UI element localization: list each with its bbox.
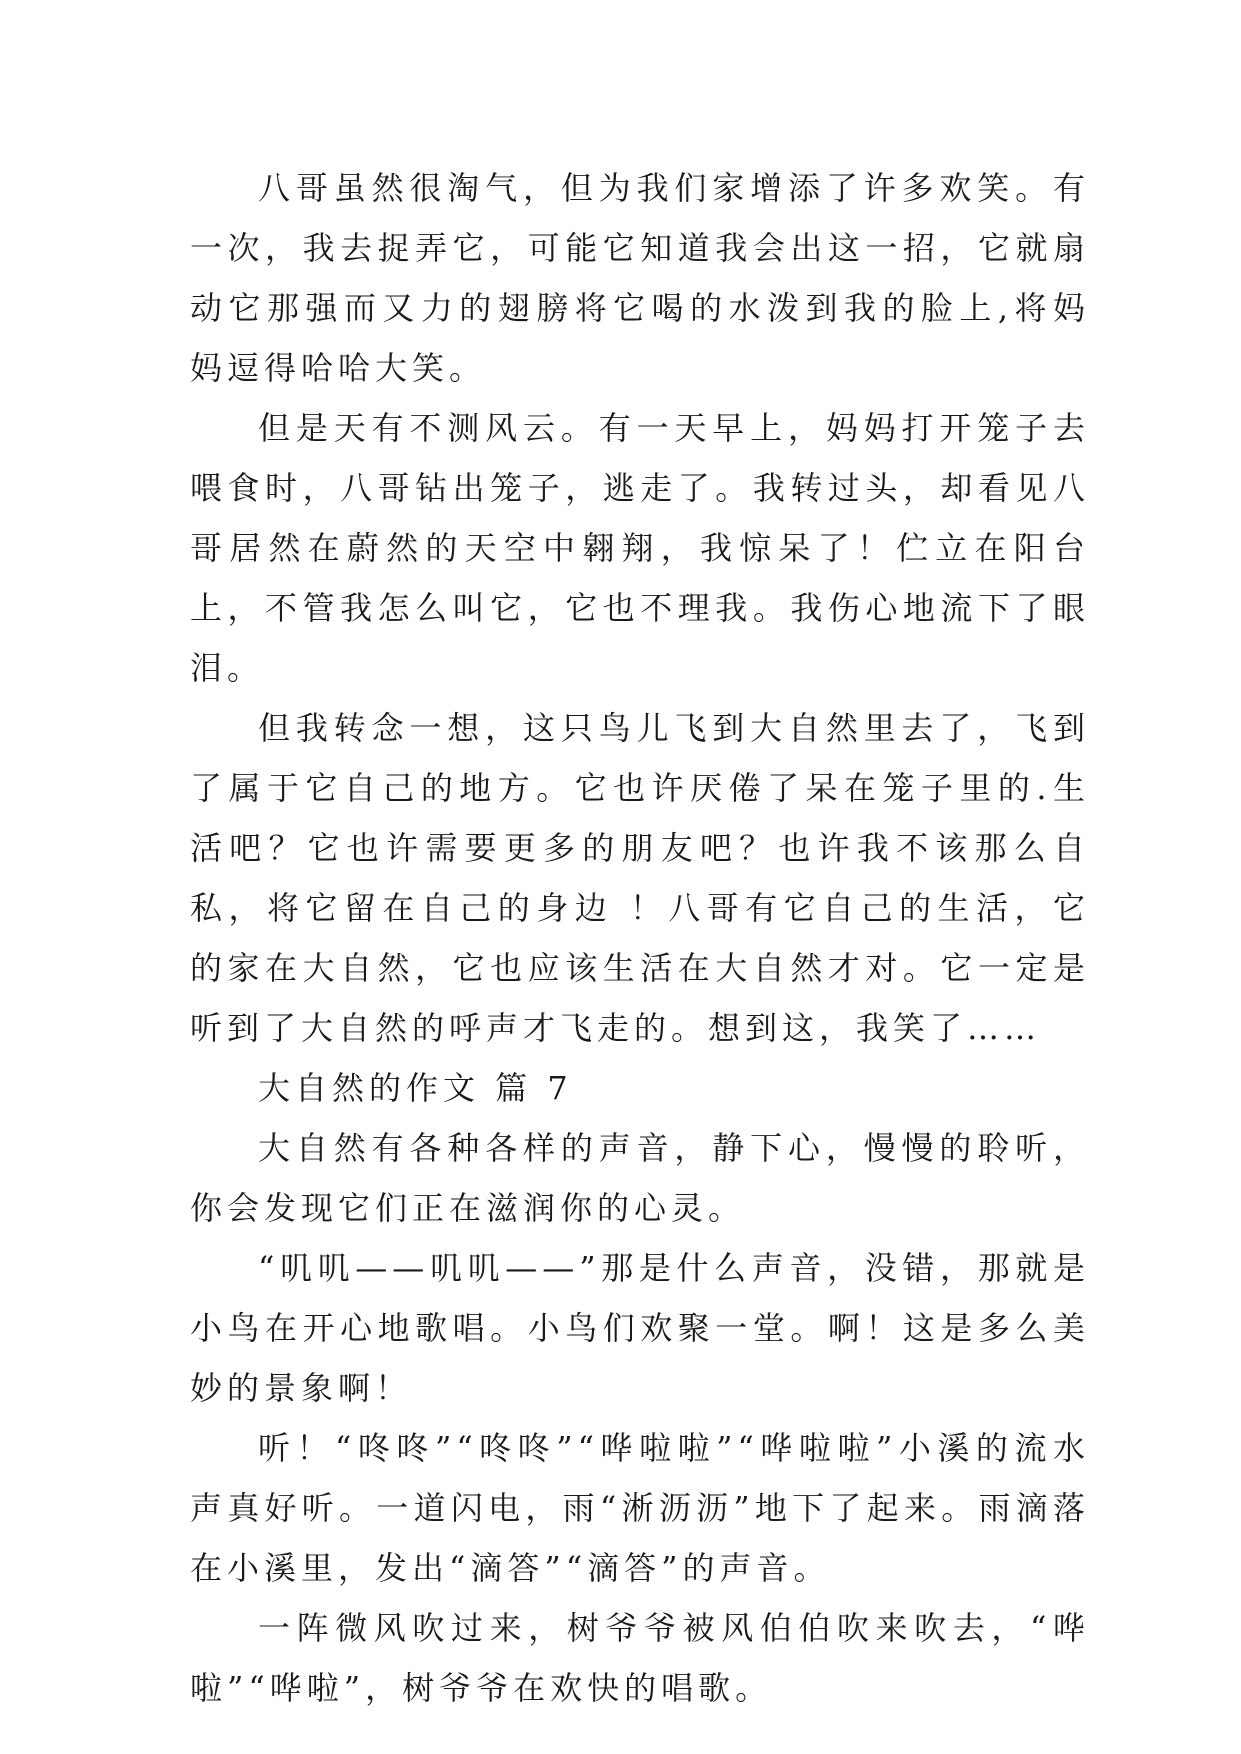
section-heading: 大自然的作文 篇 7 bbox=[258, 1069, 573, 1107]
paragraph-stream-rain: 听！“咚咚”“咚咚”“哗啦啦”“哗啦啦”小溪的流水声真好听。一道闪电，雨“淅沥沥”地下了起来。雨滴落在小溪里，发出“滴答”“滴答”的声音。 bbox=[190, 1429, 1090, 1587]
paragraph-mynah-laughter: 八哥虽然很淘气，但为我们家增添了许多欢笑。有一次，我去捉弄它，可能它知道我会出这一招，它就扇动它那强而又力的翅膀将它喝的水泼到我的脸上,将妈妈逗得哈哈大笑。 bbox=[190, 169, 1090, 387]
paragraph-birds: “叽叽——叽叽——”那是什么声音，没错，那就是小鸟在开心地歌唱。小鸟们欢聚一堂。啊！这是多么美妙的景象啊！ bbox=[190, 1249, 1090, 1407]
paragraph-mynah-escape: 但是天有不测风云。有一天早上，妈妈打开笼子去喂食时，八哥钻出笼子，逃走了。我转过头，却看见八哥居然在蔚然的天空中翱翔，我惊呆了！伫立在阳台上，不管我怎么叫它，它也不理我。我伤心地流下了眼泪。 bbox=[190, 409, 1090, 687]
paragraph-nature-sounds: 大自然有各种各样的声音，静下心，慢慢的聆听，你会发现它们正在滋润你的心灵。 bbox=[190, 1129, 1090, 1227]
document-body bbox=[190, 158, 1090, 1718]
paragraph-mynah-reflection: 但我转念一想，这只鸟儿飞到大自然里去了，飞到了属于它自己的地方。它也许厌倦了呆在笼子里的.生活吧？它也许需要更多的朋友吧？也许我不该那么自私，将它留在自己的身边 ！八哥有它自己的生活，它的家在大自然，它也应该生活在大自然才对。它一定是听到了大自然的呼声才飞走的。想到这，我笑了…… bbox=[190, 709, 1090, 1047]
paragraph-wind-tree: 一阵微风吹过来，树爷爷被风伯伯吹来吹去，“哗啦”“哗啦”，树爷爷在欢快的唱歌。 bbox=[190, 1609, 1090, 1707]
